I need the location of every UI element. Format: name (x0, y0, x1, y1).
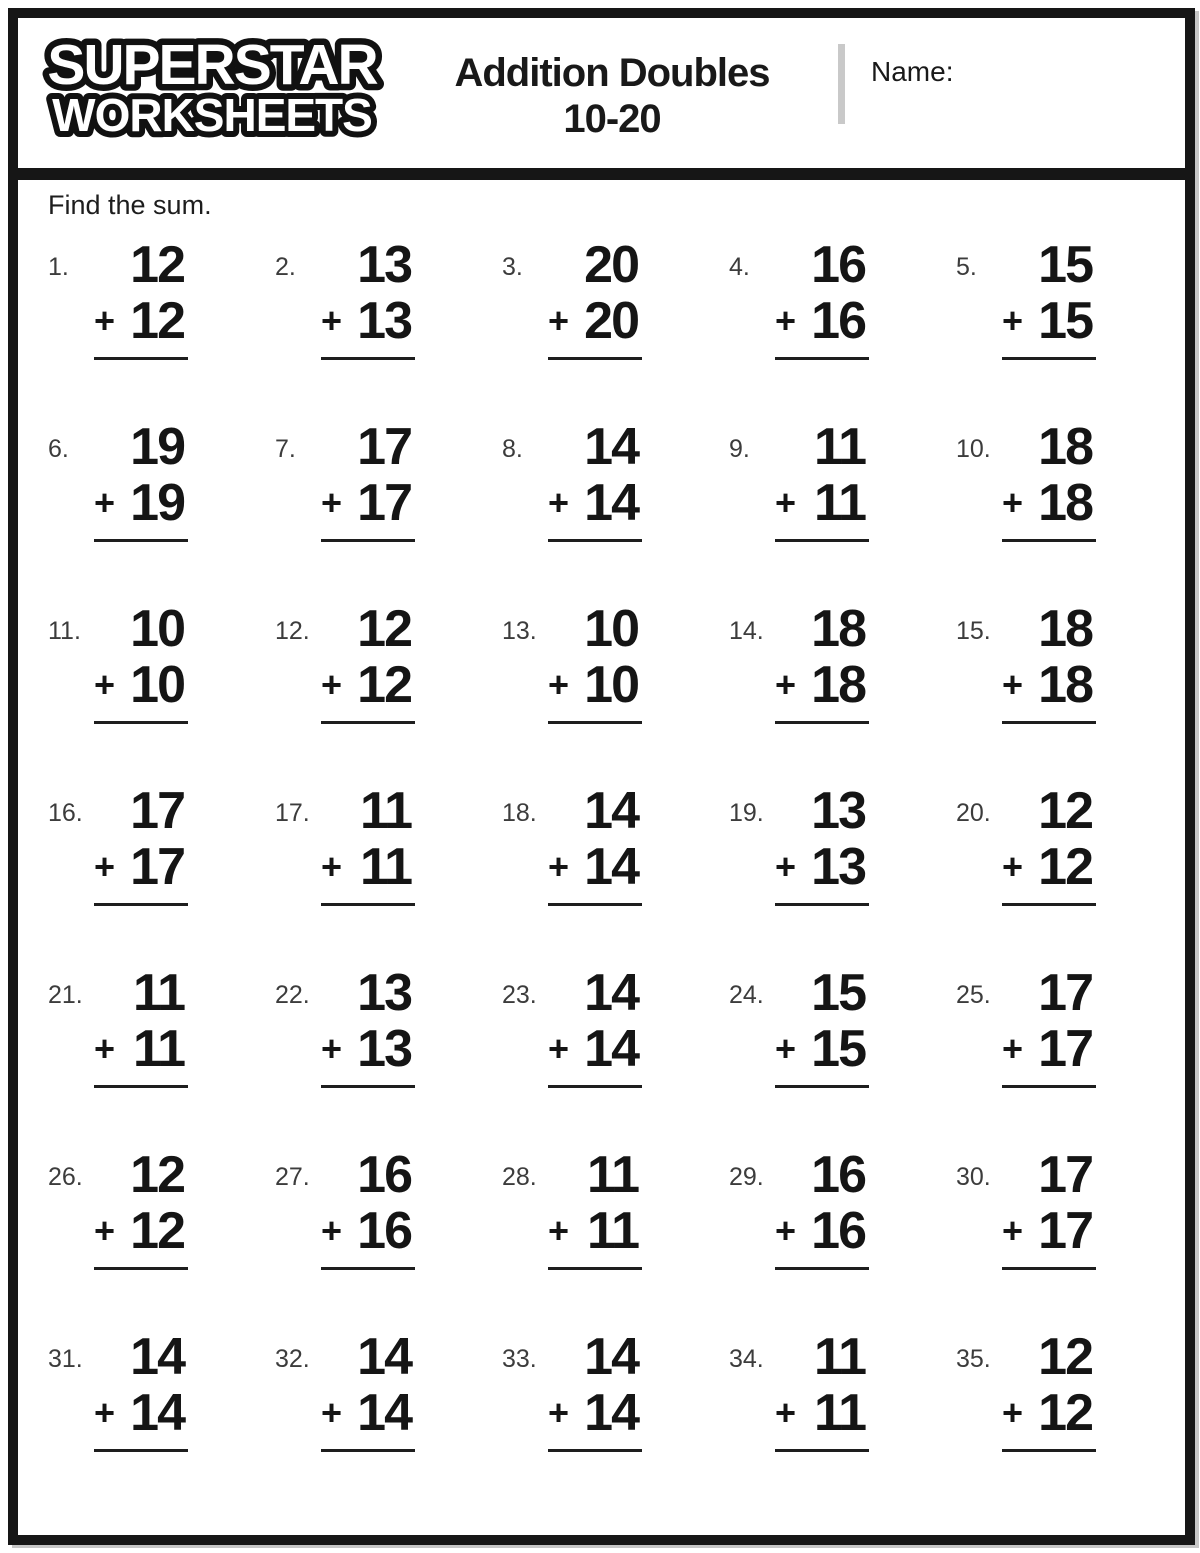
answer-blank (321, 357, 415, 360)
bottom-addend-row (321, 1202, 415, 1260)
bottom-addend: 16 (811, 1202, 865, 1260)
bottom-addend: 11 (814, 474, 865, 532)
top-addend: 19 (130, 418, 184, 476)
problem-work (321, 418, 415, 597)
answer-blank (94, 1449, 188, 1452)
problem (502, 597, 729, 779)
bottom-addend: 18 (811, 656, 865, 714)
problem (956, 1143, 1183, 1325)
bottom-addend-row (1002, 1384, 1096, 1442)
problem (275, 779, 502, 961)
problem-number: 7. (275, 435, 296, 463)
plus-sign: + (1002, 1210, 1024, 1251)
plus-sign: + (94, 300, 116, 341)
worksheet-page (8, 8, 1195, 1545)
problem-number: 13. (502, 617, 537, 645)
bottom-addend: 15 (811, 1020, 865, 1078)
top-addend: 14 (584, 964, 638, 1022)
bottom-addend-row (548, 474, 642, 532)
top-addend: 11 (814, 1328, 865, 1386)
plus-sign: + (775, 300, 797, 341)
problem-work (1002, 236, 1096, 415)
answer-blank (1002, 539, 1096, 542)
problem-work (94, 1146, 188, 1325)
plus-sign: + (1002, 846, 1024, 887)
bottom-addend: 14 (584, 1384, 638, 1442)
top-addend: 13 (357, 964, 411, 1022)
problem-number: 21. (48, 981, 83, 1009)
answer-blank (94, 903, 188, 906)
problem-number: 9. (729, 435, 750, 463)
top-addend: 17 (1038, 964, 1092, 1022)
problem-number: 24. (729, 981, 764, 1009)
problem-number: 1. (48, 253, 69, 281)
bottom-addend: 17 (1038, 1020, 1092, 1078)
problem-work (321, 1328, 415, 1507)
problem (48, 597, 275, 779)
problem-work (775, 418, 869, 597)
plus-sign: + (94, 1392, 116, 1433)
header-divider (838, 44, 845, 124)
bottom-addend-row (94, 474, 188, 532)
problem-number: 33. (502, 1345, 537, 1373)
answer-blank (775, 903, 869, 906)
plus-sign: + (1002, 664, 1024, 705)
bottom-addend: 14 (357, 1384, 411, 1442)
problem-number: 26. (48, 1163, 83, 1191)
top-addend: 11 (360, 782, 411, 840)
problem-work (321, 236, 415, 415)
bottom-addend-row (94, 838, 188, 896)
bottom-addend-row (1002, 292, 1096, 350)
top-addend: 12 (1038, 782, 1092, 840)
plus-sign: + (94, 482, 116, 523)
top-addend: 13 (811, 782, 865, 840)
bottom-addend-row (1002, 838, 1096, 896)
problem-number: 18. (502, 799, 537, 827)
problem (956, 597, 1183, 779)
problem-number: 34. (729, 1345, 764, 1373)
top-addend: 16 (811, 1146, 865, 1204)
answer-blank (1002, 1085, 1096, 1088)
answer-blank (775, 539, 869, 542)
bottom-addend: 12 (130, 292, 184, 350)
bottom-addend-row (94, 1384, 188, 1442)
bottom-addend-row (775, 1202, 869, 1260)
top-addend: 15 (1038, 236, 1092, 294)
problem (729, 1325, 956, 1507)
problem-number: 15. (956, 617, 991, 645)
plus-sign: + (94, 1210, 116, 1251)
answer-blank (321, 721, 415, 724)
plus-sign: + (321, 300, 343, 341)
problem-number: 19. (729, 799, 764, 827)
problem (48, 1143, 275, 1325)
problem-work (321, 964, 415, 1143)
problem (729, 415, 956, 597)
bottom-addend-row (548, 656, 642, 714)
problem (48, 415, 275, 597)
problem-number: 5. (956, 253, 977, 281)
problem (729, 233, 956, 415)
problem (956, 233, 1183, 415)
bottom-addend-row (548, 1202, 642, 1260)
problem (275, 1325, 502, 1507)
answer-blank (548, 1449, 642, 1452)
problem-number: 23. (502, 981, 537, 1009)
answer-blank (94, 357, 188, 360)
answer-blank (321, 1085, 415, 1088)
bottom-addend-row (321, 838, 415, 896)
plus-sign: + (321, 664, 343, 705)
bottom-addend: 12 (1038, 1384, 1092, 1442)
bottom-addend-row (775, 1020, 869, 1078)
problem-number: 10. (956, 435, 991, 463)
plus-sign: + (548, 664, 570, 705)
answer-blank (548, 1085, 642, 1088)
superstar-worksheets-logo (32, 30, 392, 148)
problem-work (548, 236, 642, 415)
bottom-addend: 13 (811, 838, 865, 896)
bottom-addend: 15 (1038, 292, 1092, 350)
bottom-addend-row (321, 656, 415, 714)
problem (956, 415, 1183, 597)
bottom-addend-row (548, 1020, 642, 1078)
bottom-addend-row (1002, 1020, 1096, 1078)
top-addend: 14 (584, 418, 638, 476)
plus-sign: + (94, 1028, 116, 1069)
problem-number: 6. (48, 435, 69, 463)
problem (729, 597, 956, 779)
problem-work (548, 782, 642, 961)
problem (275, 415, 502, 597)
worksheet-title (392, 50, 832, 142)
bottom-addend: 18 (1038, 656, 1092, 714)
bottom-addend-row (1002, 656, 1096, 714)
bottom-addend-row (94, 656, 188, 714)
problem-work (94, 1328, 188, 1507)
top-addend: 18 (811, 600, 865, 658)
answer-blank (321, 1449, 415, 1452)
bottom-addend: 18 (1038, 474, 1092, 532)
plus-sign: + (775, 482, 797, 523)
problem-work (1002, 782, 1096, 961)
problem-work (321, 782, 415, 961)
bottom-addend-row (548, 292, 642, 350)
plus-sign: + (548, 1028, 570, 1069)
plus-sign: + (548, 1392, 570, 1433)
problem-number: 31. (48, 1345, 83, 1373)
problem (48, 961, 275, 1143)
problem (956, 1325, 1183, 1507)
bottom-addend-row (321, 1020, 415, 1078)
plus-sign: + (775, 1210, 797, 1251)
problem (275, 961, 502, 1143)
problem-number: 4. (729, 253, 750, 281)
problem-number: 14. (729, 617, 764, 645)
plus-sign: + (548, 846, 570, 887)
problem-work (775, 1146, 869, 1325)
top-addend: 14 (584, 1328, 638, 1386)
logo-line2: WORKSHEETS (52, 89, 372, 141)
answer-blank (775, 1085, 869, 1088)
bottom-addend: 13 (357, 292, 411, 350)
answer-blank (321, 1267, 415, 1270)
problem-work (775, 236, 869, 415)
problem-number: 25. (956, 981, 991, 1009)
plus-sign: + (94, 664, 116, 705)
bottom-addend: 14 (584, 838, 638, 896)
bottom-addend: 12 (130, 1202, 184, 1260)
problem (956, 779, 1183, 961)
top-addend: 17 (1038, 1146, 1092, 1204)
top-addend: 20 (584, 236, 638, 294)
top-addend: 11 (587, 1146, 638, 1204)
problem-number: 17. (275, 799, 310, 827)
bottom-addend: 14 (130, 1384, 184, 1442)
problem-work (1002, 1328, 1096, 1507)
problem-work (321, 600, 415, 779)
answer-blank (775, 721, 869, 724)
bottom-addend: 11 (587, 1202, 638, 1260)
bottom-addend-row (1002, 474, 1096, 532)
problem (729, 1143, 956, 1325)
answer-blank (1002, 721, 1096, 724)
answer-blank (548, 357, 642, 360)
bottom-addend: 12 (357, 656, 411, 714)
problem (502, 1143, 729, 1325)
problem-work (548, 1328, 642, 1507)
answer-blank (775, 357, 869, 360)
problem (729, 961, 956, 1143)
answer-blank (548, 539, 642, 542)
problem (48, 233, 275, 415)
bottom-addend-row (321, 1384, 415, 1442)
bottom-addend: 11 (814, 1384, 865, 1442)
problem (729, 779, 956, 961)
top-addend: 12 (130, 236, 184, 294)
problem-work (775, 964, 869, 1143)
problem (48, 1325, 275, 1507)
name-label: Name: (871, 56, 954, 87)
problem-work (1002, 600, 1096, 779)
bottom-addend: 17 (130, 838, 184, 896)
plus-sign: + (321, 1210, 343, 1251)
problem-work (1002, 418, 1096, 597)
plus-sign: + (775, 1028, 797, 1069)
problem-work (94, 600, 188, 779)
bottom-addend-row (94, 1020, 188, 1078)
bottom-addend-row (775, 474, 869, 532)
title-line1: Addition Doubles (454, 51, 770, 95)
problem (502, 233, 729, 415)
bottom-addend-row (321, 474, 415, 532)
bottom-addend-row (94, 1202, 188, 1260)
top-addend: 17 (130, 782, 184, 840)
answer-blank (775, 1267, 869, 1270)
bottom-addend: 12 (1038, 838, 1092, 896)
bottom-addend: 10 (130, 656, 184, 714)
problem-number: 29. (729, 1163, 764, 1191)
problem-work (321, 1146, 415, 1325)
top-addend: 17 (357, 418, 411, 476)
worksheet-body (18, 180, 1185, 1535)
answer-blank (94, 539, 188, 542)
problem-number: 32. (275, 1345, 310, 1373)
answer-blank (94, 1267, 188, 1270)
top-addend: 15 (811, 964, 865, 1022)
problem (502, 1325, 729, 1507)
bottom-addend: 17 (1038, 1202, 1092, 1260)
top-addend: 14 (584, 782, 638, 840)
plus-sign: + (548, 1210, 570, 1251)
top-addend: 14 (130, 1328, 184, 1386)
problem-number: 3. (502, 253, 523, 281)
problem-work (775, 600, 869, 779)
problem-work (1002, 1146, 1096, 1325)
problem-number: 8. (502, 435, 523, 463)
top-addend: 16 (357, 1146, 411, 1204)
problem-work (94, 782, 188, 961)
bottom-addend-row (94, 292, 188, 350)
bottom-addend-row (548, 1384, 642, 1442)
problem-number: 16. (48, 799, 83, 827)
plus-sign: + (321, 1028, 343, 1069)
problem-number: 12. (275, 617, 310, 645)
header (18, 18, 1185, 180)
problem (502, 415, 729, 597)
bottom-addend: 13 (357, 1020, 411, 1078)
problem-work (775, 782, 869, 961)
plus-sign: + (775, 846, 797, 887)
bottom-addend-row (321, 292, 415, 350)
problem-work (548, 1146, 642, 1325)
bottom-addend-row (1002, 1202, 1096, 1260)
answer-blank (548, 1267, 642, 1270)
problem-work (94, 236, 188, 415)
bottom-addend-row (775, 656, 869, 714)
bottom-addend-row (775, 292, 869, 350)
top-addend: 18 (1038, 600, 1092, 658)
bottom-addend-row (775, 838, 869, 896)
answer-blank (775, 1449, 869, 1452)
problem-work (94, 964, 188, 1143)
problem-number: 28. (502, 1163, 537, 1191)
problem (275, 1143, 502, 1325)
plus-sign: + (1002, 1392, 1024, 1433)
answer-blank (548, 721, 642, 724)
plus-sign: + (321, 846, 343, 887)
plus-sign: + (775, 1392, 797, 1433)
bottom-addend: 14 (584, 1020, 638, 1078)
problem-number: 27. (275, 1163, 310, 1191)
problem-work (1002, 964, 1096, 1143)
answer-blank (321, 539, 415, 542)
problem-work (94, 418, 188, 597)
answer-blank (1002, 903, 1096, 906)
bottom-addend: 14 (584, 474, 638, 532)
title-line2: 10-20 (563, 97, 661, 141)
problem (502, 779, 729, 961)
bottom-addend: 20 (584, 292, 638, 350)
bottom-addend-row (775, 1384, 869, 1442)
answer-blank (94, 721, 188, 724)
plus-sign: + (1002, 482, 1024, 523)
answer-blank (1002, 357, 1096, 360)
answer-blank (94, 1085, 188, 1088)
top-addend: 11 (814, 418, 865, 476)
problem (275, 597, 502, 779)
bottom-addend-row (548, 838, 642, 896)
bottom-addend: 11 (133, 1020, 184, 1078)
problem-number: 2. (275, 253, 296, 281)
top-addend: 10 (584, 600, 638, 658)
answer-blank (1002, 1267, 1096, 1270)
instructions: Find the sum. (48, 190, 212, 220)
bottom-addend: 11 (360, 838, 411, 896)
answer-blank (548, 903, 642, 906)
top-addend: 16 (811, 236, 865, 294)
problem-work (548, 964, 642, 1143)
problem (502, 961, 729, 1143)
problems-grid (48, 233, 1185, 1507)
problem (275, 233, 502, 415)
plus-sign: + (548, 482, 570, 523)
problem-work (548, 418, 642, 597)
plus-sign: + (775, 664, 797, 705)
plus-sign: + (548, 300, 570, 341)
top-addend: 18 (1038, 418, 1092, 476)
problem-work (775, 1328, 869, 1507)
answer-blank (1002, 1449, 1096, 1452)
top-addend: 12 (1038, 1328, 1092, 1386)
plus-sign: + (1002, 1028, 1024, 1069)
plus-sign: + (321, 1392, 343, 1433)
plus-sign: + (94, 846, 116, 887)
bottom-addend: 19 (130, 474, 184, 532)
problem-number: 35. (956, 1345, 991, 1373)
plus-sign: + (321, 482, 343, 523)
problem-number: 30. (956, 1163, 991, 1191)
logo-line1: SUPERSTAR (47, 33, 377, 97)
problem (956, 961, 1183, 1143)
problem-number: 22. (275, 981, 310, 1009)
top-addend: 12 (357, 600, 411, 658)
bottom-addend: 10 (584, 656, 638, 714)
top-addend: 12 (130, 1146, 184, 1204)
top-addend: 10 (130, 600, 184, 658)
bottom-addend: 16 (811, 292, 865, 350)
problem-work (548, 600, 642, 779)
top-addend: 13 (357, 236, 411, 294)
bottom-addend: 16 (357, 1202, 411, 1260)
problem (48, 779, 275, 961)
plus-sign: + (1002, 300, 1024, 341)
problem-number: 20. (956, 799, 991, 827)
bottom-addend: 17 (357, 474, 411, 532)
answer-blank (321, 903, 415, 906)
top-addend: 14 (357, 1328, 411, 1386)
top-addend: 11 (133, 964, 184, 1022)
problem-number: 11. (48, 617, 81, 645)
